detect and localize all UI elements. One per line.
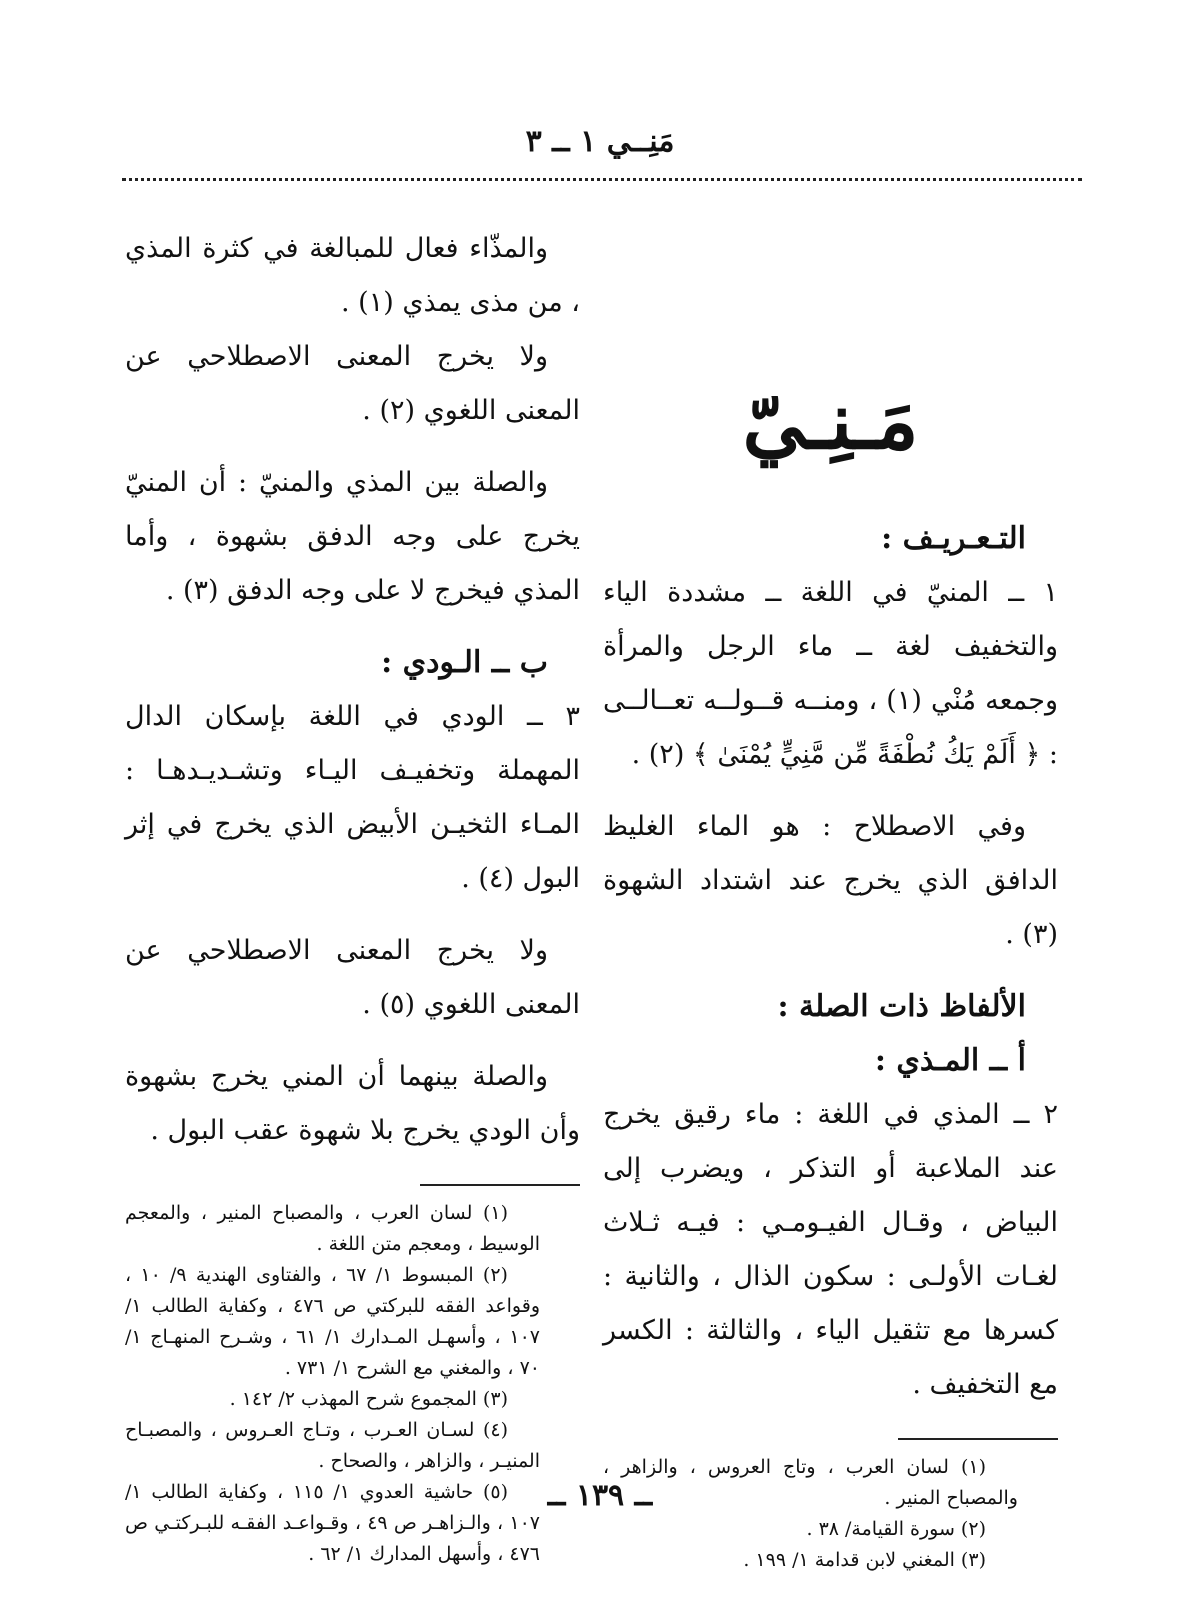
header-dotted-rule [122, 178, 1082, 181]
heading-madhy: أ ــ المـذي : [874, 1043, 1026, 1078]
footnote: (٣) المغني لابن قدامة ١/ ١٩٩ . [743, 1549, 986, 1571]
heading-definition: التـعـريـف : [881, 521, 1026, 556]
paragraph-definition-term: وفي الاصطلاح : هو الماء الغليظ الدافق الذي يخرج عند اشتداد الشهوة (٣) . [603, 811, 1058, 950]
footnote: (٣) المجموع شرح المهذب ٢/ ١٤٢ . [229, 1388, 508, 1410]
paragraph-2-madhy: ٢ ــ المذي في اللغة : ماء رقيق يخرج عند الملاعبة أو التذكر ، ويضرب إلى البياض ، وقـال الفيـومـي : فيـه ثـلاث لغـات الأولـى : سكون الذال ، والثانية : كسرها مع تثقيل الياء ، والثالثة : الكسر مع التخفيف . [603, 1099, 1058, 1400]
footnote: (٤) لسـان العـرب ، وتـاج العـروس ، والمصبـاح المنيـر ، والزاهر ، والصحاح . [125, 1419, 540, 1472]
heading-related-terms: الألفاظ ذات الصلة : [777, 989, 1026, 1024]
right-column [603, 222, 1058, 1576]
page-number: ــ ١٣٩ ــ [547, 1478, 653, 1513]
left-column [125, 222, 580, 1570]
footnote: (٥) حاشية العدوي ١/ ١١٥ ، وكفاية الطالب ١/ ١٠٧ ، والـزاهـر ص ٤٩ ، وقـواعـد الفقـه للبـركتـي ص ٤٧٦ ، وأسهل المدارك ١/ ٦٢ . [125, 1481, 540, 1565]
paragraph-wady-term: ولا يخرج المعنى الاصطلاحي عن المعنى اللغوي (٥) . [125, 935, 580, 1020]
paragraph-madhy-relation: والصلة بين المذي والمنيّ : أن المنيّ يخرج على وجه الدفق بشهوة ، وأما المذي فيخرج لا على وجه الدفق (٣) . [125, 467, 580, 606]
paragraph-madhhaa: والمذّاء فعال للمبالغة في كثرة المذي ، من مذى يمذي (١) . [125, 233, 580, 318]
entry-title: مَـنِـيّ [742, 376, 919, 467]
footnote: (٢) سورة القيامة/ ٣٨ . [806, 1518, 986, 1540]
running-header: مَنِــي ١ ــ ٣ [525, 124, 675, 159]
footnote: (١) لسان العرب ، وتاج العروس ، والزاهر ، والمصباح المنير . [603, 1456, 1018, 1509]
paragraph-3-wady: ٣ ــ الودي في اللغة بإسكان الدال المهملة وتخفيـف اليـاء وتشـديـدهـا : المـاء الثخيـن الأبيض الذي يخرج في إثر البول (٤) . [125, 701, 580, 894]
heading-wady: ب ــ الـودي : [381, 645, 548, 680]
footnote: (١) لسان العرب ، والمصباح المنير ، والمعجم الوسيط ، ومعجم متن اللغة . [125, 1202, 540, 1255]
paragraph-1-definition-lang: ١ ــ المنيّ في اللغة ــ مشددة الياء والتخفيف لغة ــ ماء الرجل والمرأة وجمعه مُنْي (١) ، ومنــه قــولــه تعــالــى : ﴿ أَلَمْ يَكُ نُطْفَةً مِّن مَّنِيٍّ يُمْنَىٰ ﴾ (٢) . [603, 577, 1059, 770]
paragraph-madhy-term: ولا يخرج المعنى الاصطلاحي عن المعنى اللغوي (٢) . [125, 341, 580, 426]
footnote: (٢) المبسوط ١/ ٦٧ ، والفتاوى الهندية ٩/ ١٠ ، وقواعد الفقه للبركتي ص ٤٧٦ ، وكفاية الطالب ١/ ١٠٧ ، وأسهـل المـدارك ١/ ٦١ ، وشـرح المنهـاج ١/ ٧٠ ، والمغني مع الشرح ١/ ٧٣١ . [125, 1264, 540, 1379]
footnote-rule [898, 1438, 1058, 1440]
footnote-rule [420, 1184, 580, 1186]
paragraph-wady-relation: والصلة بينهما أن المني يخرج بشهوة وأن الودي يخرج بلا شهوة عقب البول . [125, 1061, 580, 1146]
